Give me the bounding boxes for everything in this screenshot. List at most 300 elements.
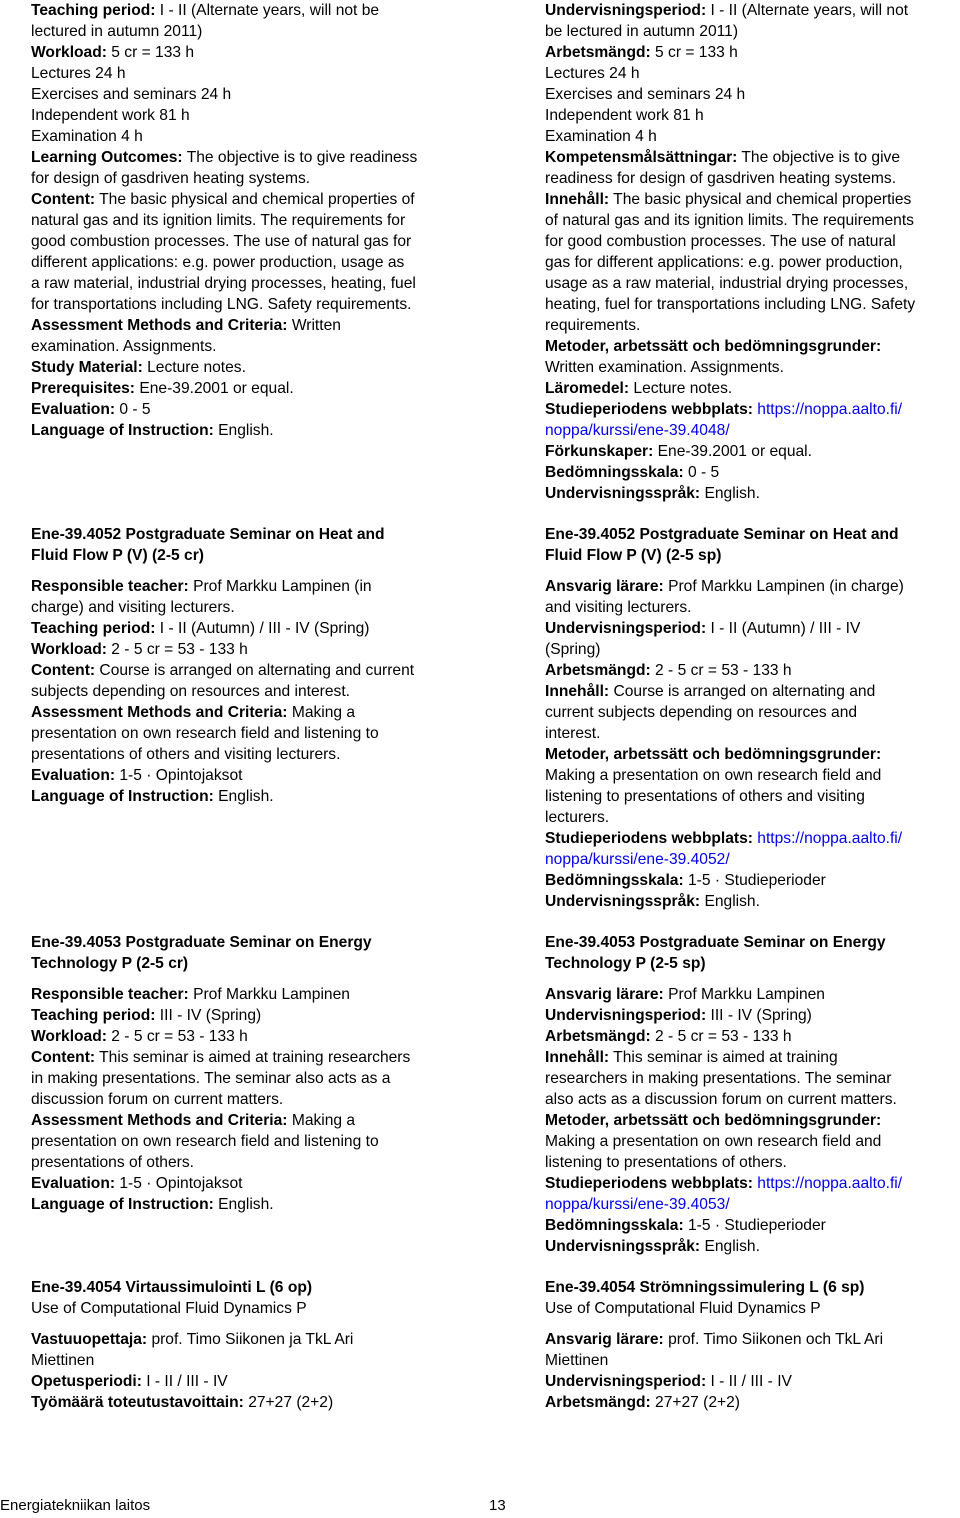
text-segment: good combustion processes. The use of natural gas for: [31, 233, 412, 250]
text-line: [545, 1005, 902, 1026]
text-segment: readiness for design of gasdriven heating systems.: [545, 170, 897, 187]
field-label: Undervisningsperiod:: [545, 620, 707, 637]
text-segment: 27+27 (2+2): [243, 1394, 334, 1411]
field-label: Opetusperiodi:: [31, 1373, 142, 1390]
text-line: [545, 168, 915, 189]
text-line: [545, 399, 915, 420]
left-block-2: [31, 576, 414, 807]
text-line: [545, 1236, 902, 1257]
field-label: Ene-39.4053 Postgraduate Seminar on Energy: [545, 934, 886, 951]
text-line: [545, 1350, 883, 1371]
text-line: [31, 639, 414, 660]
text-segment: Prof Markku Lampinen: [663, 986, 825, 1003]
text-segment: Lectures 24 h: [31, 65, 126, 82]
text-line: [545, 315, 915, 336]
text-line: [545, 1277, 864, 1298]
text-line: [31, 1392, 353, 1413]
text-line: [545, 126, 915, 147]
text-segment: English.: [700, 1238, 760, 1255]
text-line: [31, 660, 414, 681]
text-line: [31, 702, 414, 723]
text-line: [545, 273, 915, 294]
text-segment: Prof Markku Lampinen: [188, 986, 350, 1003]
text-segment: Examination 4 h: [545, 128, 657, 145]
text-segment: 1-5 · Opintojaksot: [115, 1175, 243, 1192]
text-segment: The basic physical and chemical properties: [609, 191, 912, 208]
text-line: [31, 576, 414, 597]
right-block-6: [545, 1329, 883, 1413]
text-segment: lecturers.: [545, 809, 610, 826]
field-label: Teaching period:: [31, 620, 156, 637]
text-line: [545, 524, 899, 545]
left-block-3: [31, 932, 372, 974]
text-line: [545, 891, 904, 912]
text-line: [545, 42, 915, 63]
text-line: [31, 1277, 312, 1298]
text-line: [31, 681, 414, 702]
text-line: [31, 63, 417, 84]
text-line: [545, 1298, 864, 1319]
field-label: Evaluation:: [31, 401, 116, 418]
text-line: [545, 1194, 902, 1215]
text-segment: The basic physical and chemical properties of: [95, 191, 415, 208]
field-label: Content:: [31, 1049, 96, 1066]
url-link[interactable]: https://noppa.aalto.fi/: [757, 401, 903, 418]
text-line: [31, 105, 417, 126]
text-line: [31, 399, 417, 420]
text-segment: English.: [700, 893, 760, 910]
text-segment: prof. Timo Siikonen och TkL Ari: [663, 1331, 884, 1348]
text-segment: researchers in making presentations. The seminar: [545, 1070, 892, 1087]
left-block-0: [31, 0, 417, 441]
text-line: [545, 189, 915, 210]
text-segment: Course is arranged on alternating and: [609, 683, 876, 700]
text-line: [31, 378, 417, 399]
text-line: [31, 1152, 410, 1173]
field-label: Undervisningsperiod:: [545, 1007, 707, 1024]
text-line: [31, 357, 417, 378]
text-segment: I - II (Autumn) / III - IV (Spring): [155, 620, 370, 637]
text-line: [545, 441, 915, 462]
text-segment: Written examination. Assignments.: [545, 359, 784, 376]
text-line: [545, 723, 904, 744]
url-link[interactable]: noppa/kurssi/ene-39.4048/: [545, 422, 730, 439]
right-block-5: [545, 1277, 864, 1319]
text-segment: also acts as a discussion forum on current matters.: [545, 1091, 897, 1108]
text-segment: 2 - 5 cr = 53 - 133 h: [650, 662, 792, 679]
text-line: [545, 1329, 883, 1350]
text-line: [545, 378, 915, 399]
text-segment: Independent work 81 h: [545, 107, 704, 124]
text-line: [31, 1298, 312, 1319]
text-segment: 1-5 · Opintojaksot: [115, 767, 243, 784]
field-label: Arbetsmängd:: [545, 1028, 651, 1045]
text-segment: 5 cr = 133 h: [106, 44, 195, 61]
field-label: Assessment Methods and Criteria:: [31, 317, 288, 334]
text-segment: Use of Computational Fluid Dynamics P: [545, 1300, 821, 1317]
text-line: [31, 1068, 410, 1089]
field-label: Fluid Flow P (V) (2-5 cr): [31, 547, 204, 564]
field-label: Fluid Flow P (V) (2-5 sp): [545, 547, 722, 564]
text-segment: presentation on own research field and listening to: [31, 725, 379, 742]
field-label: Technology P (2-5 sp): [545, 955, 706, 972]
text-line: [545, 357, 915, 378]
text-segment: Prof Markku Lampinen (in charge): [663, 578, 904, 595]
text-segment: 0 - 5: [115, 401, 151, 418]
text-line: [31, 189, 417, 210]
field-label: Ene-39.4054 Strömningssimulering L (6 sp): [545, 1279, 865, 1296]
text-line: [31, 0, 417, 21]
text-segment: (Spring): [545, 641, 601, 658]
text-line: [31, 744, 414, 765]
text-line: [545, 336, 915, 357]
field-label: Evaluation:: [31, 1175, 116, 1192]
text-line: [545, 231, 915, 252]
text-segment: charge) and visiting lecturers.: [31, 599, 235, 616]
field-label: Ansvarig lärare:: [545, 1331, 664, 1348]
right-block-2: [545, 576, 904, 912]
left-block-4: [31, 984, 410, 1215]
text-segment: I - II (Alternate years, will not: [706, 2, 909, 19]
field-label: Undervisningsspråk:: [545, 893, 701, 910]
text-line: [545, 702, 904, 723]
field-label: Läromedel:: [545, 380, 630, 397]
text-line: [31, 168, 417, 189]
text-line: [31, 21, 417, 42]
text-line: [31, 42, 417, 63]
field-label: Innehåll:: [545, 1049, 610, 1066]
text-segment: Exercises and seminars 24 h: [545, 86, 746, 103]
text-segment: The objective is to give readiness: [182, 149, 418, 166]
left-block-5: [31, 1277, 312, 1319]
field-label: Förkunskaper:: [545, 443, 654, 460]
text-line: [545, 984, 902, 1005]
text-line: [545, 462, 915, 483]
field-label: Technology P (2-5 cr): [31, 955, 189, 972]
text-line: [31, 315, 417, 336]
field-label: Metoder, arbetssätt och bedömningsgrunder:: [545, 1112, 882, 1129]
text-line: [545, 1131, 902, 1152]
text-segment: This seminar is aimed at training: [609, 1049, 838, 1066]
text-segment: 27+27 (2+2): [650, 1394, 741, 1411]
text-segment: presentation on own research field and listening to: [31, 1133, 379, 1150]
field-label: Content:: [31, 191, 96, 208]
text-segment: natural gas and its ignition limits. The requirements for: [31, 212, 406, 229]
text-line: [545, 576, 904, 597]
field-label: Ene-39.4053 Postgraduate Seminar on Energy: [31, 934, 372, 951]
text-line: [545, 1392, 883, 1413]
field-label: Undervisningsspråk:: [545, 1238, 701, 1255]
text-line: [545, 105, 915, 126]
text-segment: 1-5 · Studieperioder: [683, 1217, 826, 1234]
text-line: [31, 1194, 410, 1215]
text-segment: Use of Computational Fluid Dynamics P: [31, 1300, 307, 1317]
field-label: Vastuuopettaja:: [31, 1331, 148, 1348]
text-line: [545, 1152, 902, 1173]
text-segment: a raw material, industrial drying processes, heating, fuel: [31, 275, 416, 292]
text-line: [545, 639, 904, 660]
text-line: [31, 597, 414, 618]
text-line: [545, 870, 904, 891]
text-line: [545, 63, 915, 84]
text-line: [545, 1047, 902, 1068]
text-segment: different applications: e.g. power production, usage as: [31, 254, 405, 271]
text-line: [545, 744, 904, 765]
text-segment: discussion forum on current matters.: [31, 1091, 284, 1108]
text-line: [545, 660, 904, 681]
text-segment: English.: [213, 788, 274, 805]
text-segment: Lecture notes.: [629, 380, 733, 397]
field-label: Undervisningsperiod:: [545, 2, 707, 19]
text-line: [545, 1215, 902, 1236]
text-segment: This seminar is aimed at training researchers: [95, 1049, 411, 1066]
text-line: [545, 483, 915, 504]
text-segment: 2 - 5 cr = 53 - 133 h: [106, 641, 248, 658]
text-line: [545, 21, 915, 42]
text-segment: Making a presentation on own research field and: [545, 767, 882, 784]
text-segment: III - IV (Spring): [706, 1007, 812, 1024]
text-segment: Written: [287, 317, 341, 334]
field-label: Study Material:: [31, 359, 143, 376]
text-line: [31, 1047, 410, 1068]
text-segment: usage as a raw material, industrial drying processes,: [545, 275, 909, 292]
text-segment: gas for different applications: e.g. power production,: [545, 254, 903, 271]
text-line: [545, 1089, 902, 1110]
left-block-1: [31, 524, 385, 566]
text-line: [31, 1131, 410, 1152]
text-line: [545, 953, 886, 974]
text-segment: Ene-39.2001 or equal.: [135, 380, 294, 397]
page-number: 13: [489, 1497, 506, 1514]
text-line: [545, 765, 904, 786]
text-line: [31, 1110, 410, 1131]
text-line: [31, 1173, 410, 1194]
left-block-6: [31, 1329, 353, 1413]
field-label: Undervisningsperiod:: [545, 1373, 707, 1390]
text-segment: Making a presentation on own research field and: [545, 1133, 882, 1150]
text-line: [31, 231, 417, 252]
field-label: Ansvarig lärare:: [545, 578, 664, 595]
field-label: Prerequisites:: [31, 380, 136, 397]
text-line: [545, 597, 904, 618]
field-label: Responsible teacher:: [31, 986, 189, 1003]
text-segment: I - II / III - IV: [706, 1373, 792, 1390]
field-label: Language of Instruction:: [31, 1196, 214, 1213]
text-segment: The objective is to give: [737, 149, 901, 166]
text-line: [31, 1350, 353, 1371]
text-line: [31, 1089, 410, 1110]
text-line: [545, 252, 915, 273]
field-label: Assessment Methods and Criteria:: [31, 1112, 288, 1129]
text-segment: English.: [213, 422, 274, 439]
text-segment: current subjects depending on resources and: [545, 704, 858, 721]
text-line: [545, 0, 915, 21]
field-label: Arbetsmängd:: [545, 1394, 651, 1411]
text-line: [31, 252, 417, 273]
text-line: [31, 294, 417, 315]
text-segment: Course is arranged on alternating and current: [95, 662, 415, 679]
text-line: [545, 681, 904, 702]
field-label: Workload:: [31, 44, 107, 61]
field-label: Ansvarig lärare:: [545, 986, 664, 1003]
text-segment: of natural gas and its ignition limits. The requirements: [545, 212, 914, 229]
text-segment: Prof Markku Lampinen (in: [188, 578, 372, 595]
text-segment: be lectured in autumn 2011): [545, 23, 739, 40]
text-segment: 5 cr = 133 h: [650, 44, 738, 61]
text-line: [31, 786, 414, 807]
field-label: Studieperiodens webbplats:: [545, 1175, 753, 1192]
text-line: [545, 807, 904, 828]
text-segment: I - II (Alternate years, will not be: [155, 2, 380, 19]
text-line: [545, 618, 904, 639]
text-line: [545, 420, 915, 441]
right-block-0: [545, 0, 915, 504]
field-label: Teaching period:: [31, 2, 156, 19]
text-segment: heating, fuel for transportations including LNG. Safety: [545, 296, 916, 313]
text-segment: presentations of others and visiting lecturers.: [31, 746, 341, 763]
field-label: Ene-39.4052 Postgraduate Seminar on Heat and: [545, 526, 899, 543]
field-label: Kompetensmålsättningar:: [545, 149, 738, 166]
field-label: Työmäärä toteutustavoittain:: [31, 1394, 244, 1411]
text-segment: English.: [700, 485, 760, 502]
text-segment: 2 - 5 cr = 53 - 133 h: [650, 1028, 792, 1045]
field-label: Innehåll:: [545, 683, 610, 700]
field-label: Responsible teacher:: [31, 578, 189, 595]
text-segment: Miettinen: [545, 1352, 609, 1369]
text-line: [31, 723, 414, 744]
text-line: [31, 336, 417, 357]
text-segment: Lecture notes.: [142, 359, 246, 376]
text-line: [31, 1371, 353, 1392]
text-segment: 0 - 5: [683, 464, 720, 481]
text-line: [545, 828, 904, 849]
text-segment: Ene-39.2001 or equal.: [653, 443, 812, 460]
text-segment: interest.: [545, 725, 601, 742]
field-label: Ene-39.4054 Virtaussimulointi L (6 op): [31, 1279, 313, 1296]
text-segment: Examination 4 h: [31, 128, 143, 145]
text-segment: Miettinen: [31, 1352, 95, 1369]
text-segment: Independent work 81 h: [31, 107, 190, 124]
text-line: [31, 618, 414, 639]
field-label: Ene-39.4052 Postgraduate Seminar on Heat and: [31, 526, 385, 543]
text-line: [545, 1173, 902, 1194]
text-segment: English.: [213, 1196, 274, 1213]
text-segment: listening to presentations of others and visiting: [545, 788, 865, 805]
text-segment: subjects depending on resources and interest.: [31, 683, 351, 700]
field-label: Studieperiodens webbplats:: [545, 830, 753, 847]
field-label: Assessment Methods and Criteria:: [31, 704, 288, 721]
text-line: [545, 1026, 902, 1047]
right-block-1: [545, 524, 899, 566]
right-block-3: [545, 932, 886, 974]
text-segment: and visiting lecturers.: [545, 599, 692, 616]
field-label: Language of Instruction:: [31, 422, 214, 439]
text-segment: Lectures 24 h: [545, 65, 640, 82]
field-label: Metoder, arbetssätt och bedömningsgrunder:: [545, 746, 882, 763]
text-line: [545, 147, 915, 168]
text-line: [31, 210, 417, 231]
text-line: [31, 84, 417, 105]
text-line: [31, 126, 417, 147]
text-line: [31, 420, 417, 441]
text-line: [545, 1371, 883, 1392]
text-line: [545, 1110, 902, 1131]
text-line: [31, 147, 417, 168]
footer-department: Energiatekniikan laitos: [0, 1497, 151, 1514]
text-segment: listening to presentations of others.: [545, 1154, 787, 1171]
url-link[interactable]: https://noppa.aalto.fi/: [757, 1175, 903, 1192]
field-label: Language of Instruction:: [31, 788, 214, 805]
text-line: [545, 786, 904, 807]
text-segment: for transportations including LNG. Safety requirements.: [31, 296, 412, 313]
text-segment: for good combustion processes. The use of natural: [545, 233, 896, 250]
text-segment: for design of gasdriven heating systems.: [31, 170, 311, 187]
text-line: [31, 984, 410, 1005]
text-line: [545, 1068, 902, 1089]
text-line: [545, 849, 904, 870]
url-link[interactable]: noppa/kurssi/ene-39.4053/: [545, 1196, 730, 1213]
url-link[interactable]: https://noppa.aalto.fi/: [757, 830, 903, 847]
text-line: [31, 545, 385, 566]
field-label: Undervisningsspråk:: [545, 485, 701, 502]
field-label: Metoder, arbetssätt och bedömningsgrunder:: [545, 338, 882, 355]
field-label: Studieperiodens webbplats:: [545, 401, 753, 418]
text-line: [31, 765, 414, 786]
text-line: [545, 294, 915, 315]
field-label: Innehåll:: [545, 191, 610, 208]
field-label: Evaluation:: [31, 767, 116, 784]
text-segment: presentations of others.: [31, 1154, 194, 1171]
text-line: [31, 524, 385, 545]
field-label: Content:: [31, 662, 96, 679]
text-segment: in making presentations. The seminar also acts as a: [31, 1070, 391, 1087]
field-label: Bedömningsskala:: [545, 1217, 684, 1234]
field-label: Workload:: [31, 641, 107, 658]
field-label: Teaching period:: [31, 1007, 156, 1024]
text-line: [31, 953, 372, 974]
text-segment: I - II (Autumn) / III - IV: [706, 620, 861, 637]
text-segment: lectured in autumn 2011): [31, 23, 203, 40]
field-label: Workload:: [31, 1028, 107, 1045]
text-line: [31, 932, 372, 953]
field-label: Bedömningsskala:: [545, 872, 684, 889]
field-label: Learning Outcomes:: [31, 149, 183, 166]
text-line: [31, 273, 417, 294]
text-segment: Making a: [287, 1112, 356, 1129]
text-line: [31, 1005, 410, 1026]
field-label: Bedömningsskala:: [545, 464, 684, 481]
text-segment: 2 - 5 cr = 53 - 133 h: [106, 1028, 248, 1045]
text-line: [545, 932, 886, 953]
text-segment: Making a: [287, 704, 356, 721]
text-segment: prof. Timo Siikonen ja TkL Ari: [147, 1331, 354, 1348]
field-label: Arbetsmängd:: [545, 44, 651, 61]
url-link[interactable]: noppa/kurssi/ene-39.4052/: [545, 851, 730, 868]
text-segment: Exercises and seminars 24 h: [31, 86, 232, 103]
text-line: [31, 1329, 353, 1350]
text-segment: 1-5 · Studieperioder: [683, 872, 826, 889]
text-segment: examination. Assignments.: [31, 338, 217, 355]
text-segment: III - IV (Spring): [155, 1007, 262, 1024]
text-line: [31, 1026, 410, 1047]
text-line: [545, 210, 915, 231]
text-line: [545, 545, 899, 566]
text-line: [545, 84, 915, 105]
text-segment: requirements.: [545, 317, 641, 334]
field-label: Arbetsmängd:: [545, 662, 651, 679]
right-block-4: [545, 984, 902, 1257]
text-segment: I - II / III - IV: [141, 1373, 228, 1390]
